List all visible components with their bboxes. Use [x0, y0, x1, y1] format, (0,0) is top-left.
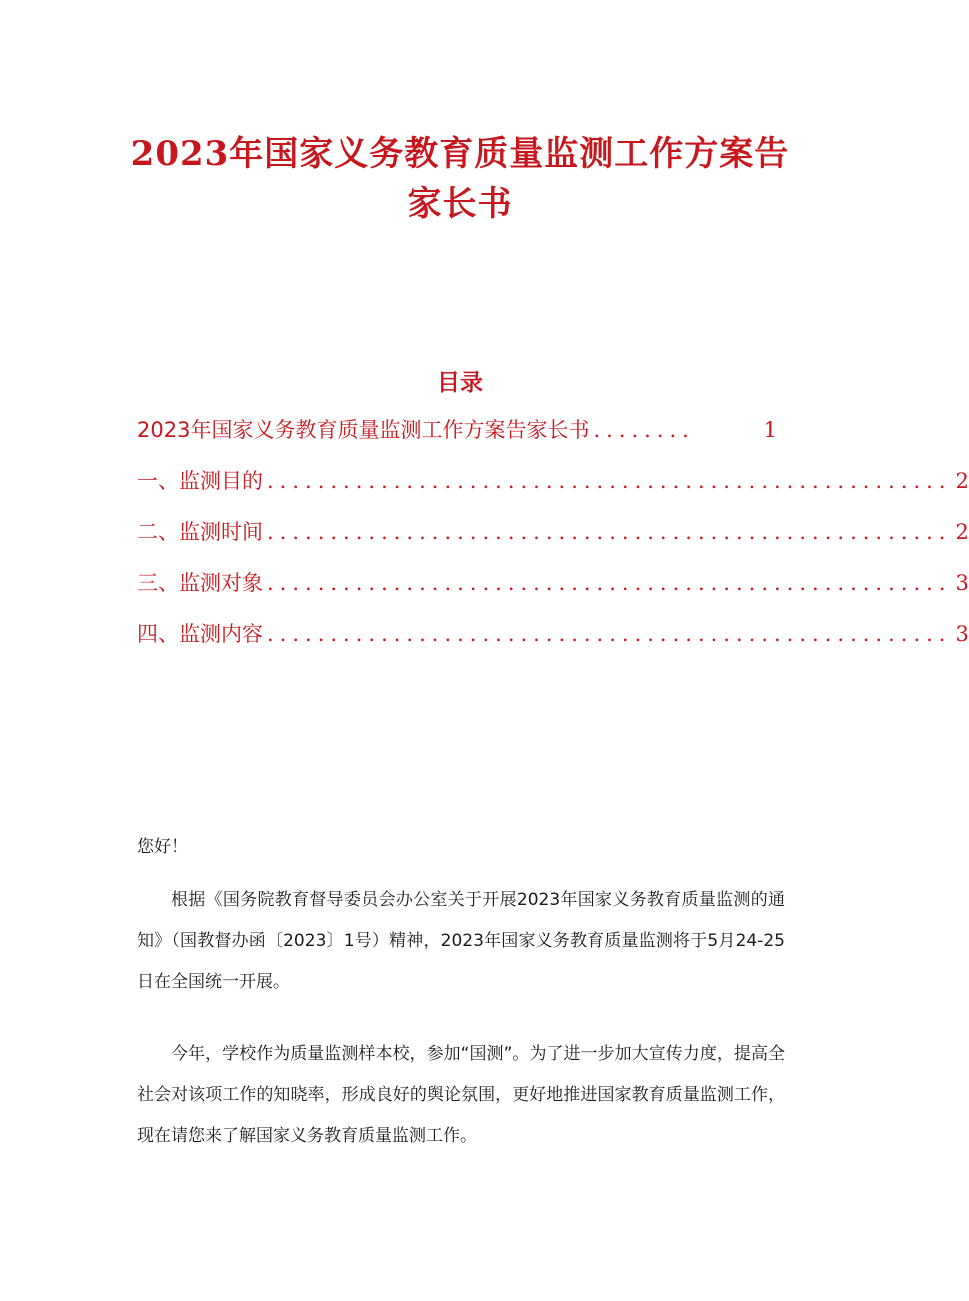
toc-leader-dots: ........: [593, 418, 695, 442]
document-title-line1: 2023年国家义务教育质量监测工作方案告: [130, 134, 790, 174]
toc-item-subjects[interactable]: [137, 567, 969, 618]
toc-item-page: 3: [955, 622, 969, 646]
toc-leader-dots: ......................................................: [267, 622, 952, 646]
toc-item-label: 三、监测对象: [137, 571, 263, 595]
toc-leader-dots: ......................................................: [267, 571, 952, 595]
toc-item-label: 一、监测目的: [137, 469, 263, 493]
toc-item-page: 1: [763, 418, 777, 442]
document-title-line2: 家长书: [407, 184, 513, 224]
toc-leader-dots: ......................................................: [267, 469, 952, 493]
toc-item-page: 2: [955, 469, 969, 493]
greeting: 您好！: [137, 837, 188, 857]
body-paragraph-2: 今年，学校作为质量监测样本校，参加“国测”。为了进一步加大宣传力度，提高全社会对该项工作的知晓率，形成良好的舆论氛围，更好地推进国家教育质量监测工作，现在请您来了解国家义务教育质量监测工作。: [137, 1044, 785, 1146]
toc-leader-dots: ......................................................: [267, 520, 952, 544]
toc-item-title[interactable]: [137, 414, 777, 465]
toc-item-purpose[interactable]: [137, 465, 969, 516]
toc-item-page: 3: [955, 571, 969, 595]
toc-item-label: 四、监测内容: [137, 622, 263, 646]
toc-item-label: 二、监测时间: [137, 520, 263, 544]
toc-item-label: 2023年国家义务教育质量监测工作方案告家长书: [137, 418, 590, 442]
toc-item-time[interactable]: [137, 516, 969, 567]
toc-item-page: 2: [955, 520, 969, 544]
table-of-contents: [137, 414, 969, 669]
toc-item-content[interactable]: [137, 618, 969, 669]
toc-heading: 目录: [437, 370, 483, 396]
body-paragraph-1: 根据《国务院教育督导委员会办公室关于开展2023年国家义务教育质量监测的通知》（国教督办函〔2023〕1号）精神，2023年国家义务教育质量监测将于5月24-25日在全国统一开展。: [137, 890, 785, 992]
